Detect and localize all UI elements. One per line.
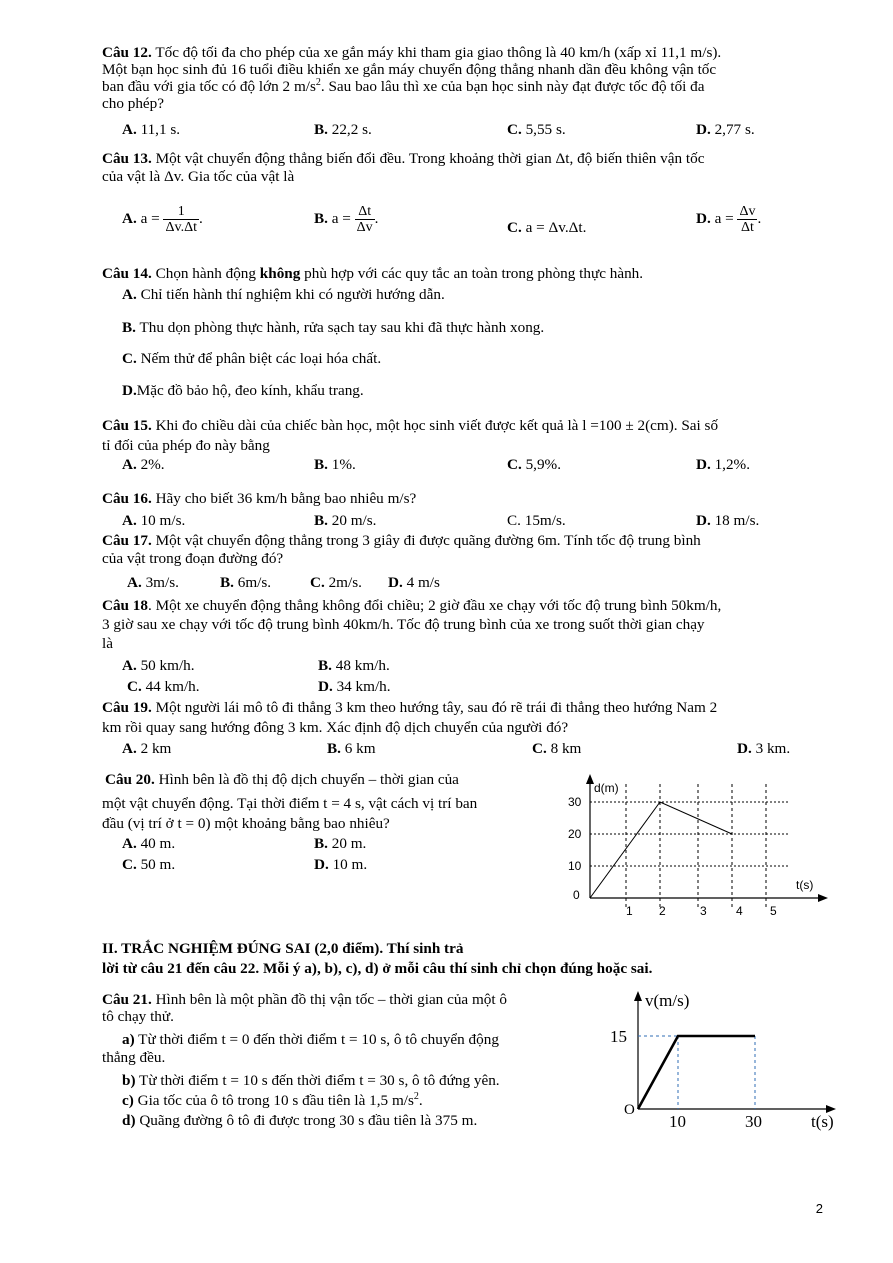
q14-option-a: A. Chỉ tiến hành thí nghiệm khi có người hướng dẫn.: [122, 286, 445, 303]
q19-option-b: B. 6 km: [327, 740, 376, 757]
q20-xtick-4: 4: [736, 904, 743, 918]
q16-option-d: D. 18 m/s.: [696, 512, 760, 529]
q18-option-a: A. 50 km/h.: [122, 657, 195, 674]
q19-option-d: D. 3 km.: [737, 740, 791, 757]
q19-option-a: A. 2 km: [122, 740, 172, 757]
q19-line1: Câu 19. Một người lái mô tô đi thẳng 3 km theo hướng tây, sau đó rẽ trái đi thẳng theo hướng Nam 2: [102, 699, 718, 716]
q20-x-arrow: [818, 894, 828, 902]
q15-line2: tỉ đối của phép đo này bằng: [102, 437, 270, 454]
q21-graph-line: [638, 1036, 755, 1109]
section2-heading-line1: II. TRẮC NGHIỆM ĐÚNG SAI (2,0 điểm). Thí sinh trả: [102, 940, 464, 957]
q20-origin: 0: [573, 888, 580, 902]
q21-item-b: b) Từ thời điểm t = 10 s đến thời điểm t = 30 s, ô tô đứng yên.: [122, 1072, 500, 1089]
q12-option-a: A. 11,1 s.: [122, 121, 181, 138]
q15-option-b: B. 1%.: [314, 456, 356, 473]
q21-item-d: d) Quãng đường ô tô đi được trong 30 s đầu tiên là 375 m.: [122, 1112, 478, 1129]
q20-ytick-20: 20: [568, 827, 582, 841]
q18-line2: 3 giờ sau xe chạy với tốc độ trung bình 40km/h. Tốc độ trung bình của xe trong suốt thời gian chạy: [102, 616, 705, 633]
q21-xtick-30: 30: [745, 1112, 762, 1131]
q13-option-a: A. a = $\frac{1}{\Delta v.\Delta t}$ .: [122, 204, 203, 235]
q20-line1: Câu 20. Hình bên là đồ thị độ dịch chuyển – thời gian của: [105, 771, 459, 788]
q12-line1: Câu 12. Tốc độ tối đa cho phép của xe gắn máy khi tham gia giao thông là 40 km/h (xấp xỉ 11,1 m/s).: [102, 44, 722, 61]
q21-ytick-15: 15: [610, 1027, 627, 1046]
section2-heading-line2: lời từ câu 21 đến câu 22. Mỗi ý a), b), c), d) ở mỗi câu thí sinh chỉ chọn đúng hoặc sai.: [102, 960, 653, 977]
q18-option-c: C. 44 km/h.: [127, 678, 200, 695]
q21-xlabel: t(s): [811, 1112, 834, 1131]
q14-option-b: B. Thu dọn phòng thực hành, rửa sạch tay sau khi đã thực hành xong.: [122, 319, 545, 336]
q12-line4: cho phép?: [102, 95, 164, 112]
q18-line3: là: [102, 635, 113, 652]
q20-xlabel: t(s): [796, 878, 814, 892]
q21-origin: O: [624, 1102, 635, 1118]
q20-ytick-10: 10: [568, 859, 582, 873]
q17-line1: Câu 17. Một vật chuyển động thẳng trong 3 giây đi được quãng đường 6m. Tính tốc độ trung bình: [102, 532, 701, 549]
q15-option-a: A. 2%.: [122, 456, 165, 473]
q21-line1: Câu 21. Hình bên là một phần đồ thị vận tốc – thời gian của một ô: [102, 991, 507, 1008]
q13-option-c: C. a = Δv.Δt.: [507, 219, 587, 236]
q12-line2: Một bạn học sinh đủ 16 tuổi điều khiển xe gắn máy chuyển động thẳng nhanh dần đều không vận tốc: [102, 61, 717, 78]
q18-option-d: D. 34 km/h.: [318, 678, 391, 695]
q13-option-d: D. a = $\frac{\Delta v}{\Delta t}$ .: [696, 204, 762, 235]
q16-option-c: C. 15m/s.: [507, 512, 566, 529]
q17-option-c: C. 2m/s.: [310, 574, 362, 591]
q17-line2: của vật trong đoạn đường đó?: [102, 550, 284, 567]
q21-y-arrow: [634, 991, 642, 1001]
q12-line3: ban đầu với gia tốc có độ lớn 2 $m/s^2$. Sau bao lâu thì xe của bạn học sinh này đạt được tốc độ tối đa: [102, 76, 705, 95]
q15-option-c: C. 5,9%.: [507, 456, 561, 473]
q19-option-c: C. 8 km: [532, 740, 582, 757]
page-number: 2: [815, 1201, 823, 1216]
q20-xtick-3: 3: [700, 904, 707, 918]
q20-y-arrow: [586, 774, 594, 784]
q20-xtick-5: 5: [770, 904, 777, 918]
q20-line2: một vật chuyển động. Tại thời điểm t = 4 s, vật cách vị trí ban: [102, 795, 478, 812]
q20-ytick-30: 30: [568, 795, 582, 809]
q21-xtick-10: 10: [669, 1112, 686, 1131]
q14-option-d: D.Mặc đồ bảo hộ, đeo kính, khẩu trang.: [122, 382, 364, 399]
q20-xtick-2: 2: [659, 904, 666, 918]
q17-option-b: B. 6m/s.: [220, 574, 272, 591]
q20-option-d: D. 10 m.: [314, 856, 368, 873]
q15-option-d: D. 1,2%.: [696, 456, 750, 473]
q21-line2: tô chạy thử.: [102, 1008, 174, 1025]
q18-option-b: B. 48 km/h.: [318, 657, 390, 674]
q20-option-c: C. 50 m.: [122, 856, 176, 873]
q21-item-c: c) Gia tốc của ô tô trong 10 s đầu tiên là 1,5 $m/s^2$.: [122, 1090, 423, 1109]
q16-line1: Câu 16. Hãy cho biết 36 km/h bằng bao nhiêu m/s?: [102, 490, 417, 507]
q20-displacement-graph: [560, 770, 835, 925]
q20-ylabel: d(m): [594, 781, 619, 795]
q19-line2: km rồi quay sang hướng đông 3 km. Xác định độ dịch chuyển của người đó?: [102, 719, 569, 736]
q13-line1: Câu 13. Một vật chuyển động thẳng biến đổi đều. Trong khoảng thời gian Δt, độ biến thiên vận tốc: [102, 150, 705, 167]
q20-line3: đầu (vị trí ở t = 0) một khoảng bằng bao nhiêu?: [102, 815, 390, 832]
q20-graph-line: [590, 802, 732, 898]
q21-velocity-graph: [605, 985, 845, 1150]
q13-option-b: B. a = $\frac{\Delta t}{\Delta v}$ .: [314, 204, 379, 235]
q20-option-b: B. 20 m.: [314, 835, 367, 852]
q17-option-d: D. 4 m/s: [388, 574, 440, 591]
q21-item-a-cont: thẳng đều.: [102, 1049, 166, 1066]
q20-xtick-1: 1: [626, 904, 633, 918]
q16-option-b: B. 20 m/s.: [314, 512, 377, 529]
q18-line1: Câu 18. Một xe chuyển động thẳng không đổi chiều; 2 giờ đầu xe chạy với tốc độ trung bình 50km/h,: [102, 597, 722, 614]
q15-line1: Câu 15. Khi đo chiều dài của chiếc bàn học, một học sinh viết được kết quả là l =100 ± 2(cm). Sai số: [102, 417, 719, 434]
q12-option-b: B. 22,2 s.: [314, 121, 372, 138]
q17-option-a: A. 3m/s.: [127, 574, 179, 591]
q21-item-a: a) Từ thời điểm t = 0 đến thời điểm t = 10 s, ô tô chuyển động: [122, 1031, 499, 1048]
q14-stem: Câu 14. Chọn hành động không phù hợp với các quy tắc an toàn trong phòng thực hành.: [102, 265, 644, 282]
q21-ylabel: v(m/s): [645, 991, 690, 1010]
q12-option-d: D. 2,77 s.: [696, 121, 755, 138]
q20-option-a: A. 40 m.: [122, 835, 176, 852]
q14-option-c: C. Nếm thử để phân biệt các loại hóa chất.: [122, 350, 382, 367]
q12-option-c: C. 5,55 s.: [507, 121, 566, 138]
q16-option-a: A. 10 m/s.: [122, 512, 186, 529]
q13-line2: của vật là Δv. Gia tốc của vật là: [102, 168, 295, 185]
